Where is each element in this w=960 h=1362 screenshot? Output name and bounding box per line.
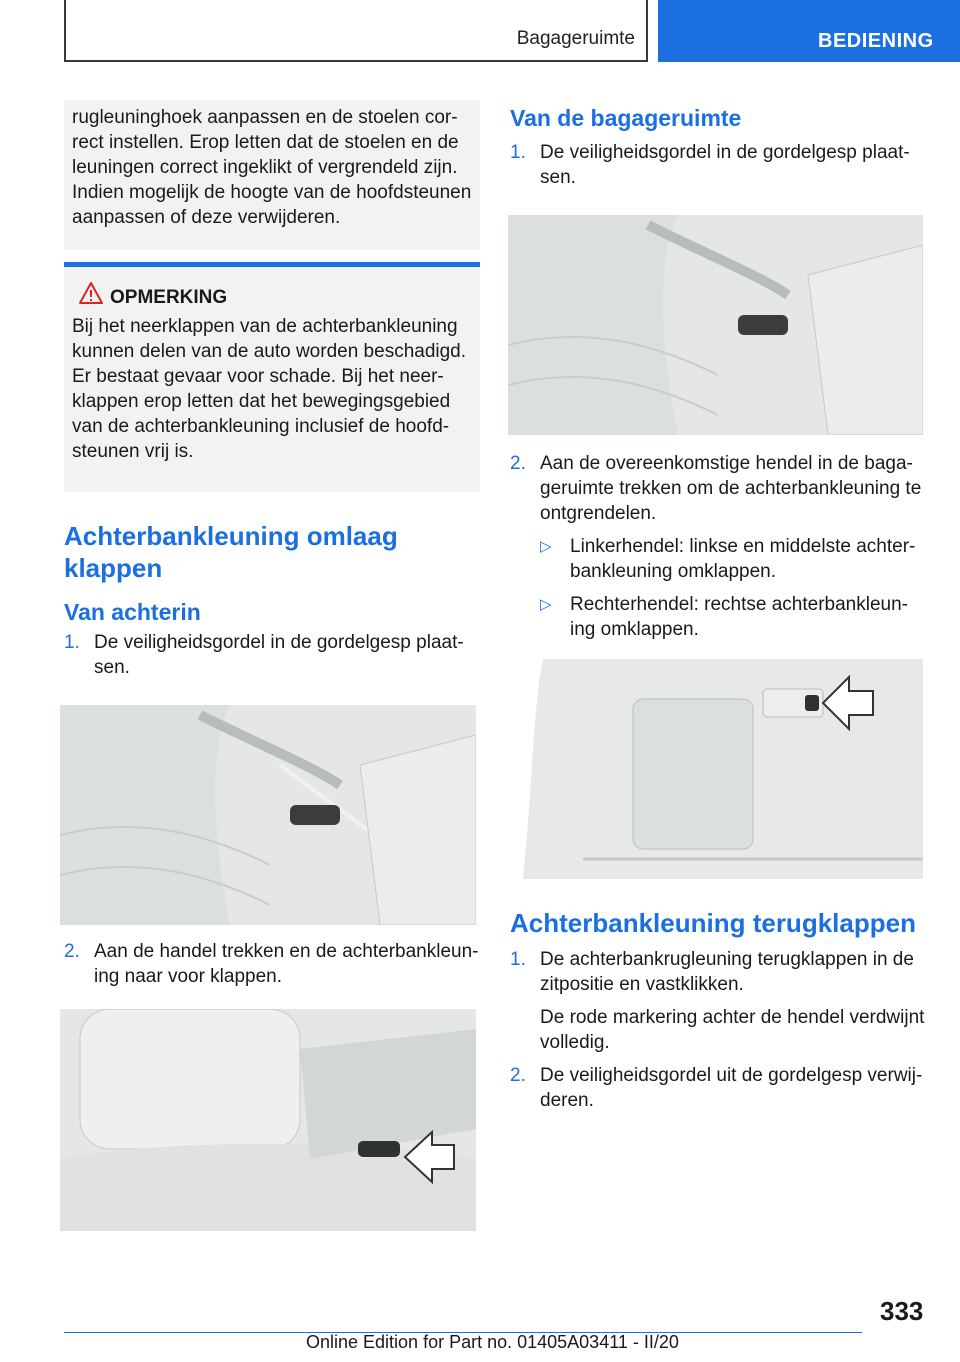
step-1 [64, 630, 480, 680]
step-number: 2. [510, 1065, 526, 1086]
triangle-bullet-icon: ▷ [540, 596, 552, 613]
step-1-extra [510, 1005, 928, 1055]
step-2 [510, 451, 928, 526]
continued-note-box [64, 100, 480, 250]
notice-title-label: OPMERKING [110, 287, 228, 308]
step-number: 2. [510, 453, 526, 474]
figure-release-handle-rear [60, 1009, 476, 1231]
continued-note-text: rugleuninghoek aanpassen en de stoelen cor-rect instellen. Erop letten dat de stoelen en de leuningen correct ingeklikt of vergrendeld zijn. Indien mogelijk de hoogte van de hoofdsteunen aanpassen of deze verwijderen. [72, 107, 472, 228]
right-column [510, 100, 928, 1113]
step-number: 1. [64, 632, 80, 653]
sub-item-left-handle [510, 534, 928, 584]
notice-box [64, 262, 480, 492]
sub-item-text: Linkerhendel: linkse en middelste achter-bankleuning omklappen. [570, 536, 916, 582]
step-number: 1. [510, 142, 526, 163]
left-column [64, 100, 480, 1231]
figure-seatbelt-buckle-trunk [508, 215, 923, 435]
warning-triangle-icon [78, 281, 104, 305]
page-number: 333 [880, 1296, 924, 1326]
step-2 [510, 1063, 928, 1113]
step-text: De veiligheidsgordel in de gordelgesp plaat-sen. [94, 632, 464, 678]
notice-body: Bij het neerklappen van de achterbankleuning kunnen delen van de auto worden beschadigd. Er bestaat gevaar voor schade. Bij het neer-klappen erop letten dat het bewegingsgebied van de achterbankleuning inclusief de hoofd-steunen vrij is. [72, 316, 467, 462]
step-text: Aan de overeenkomstige hendel in de baga-geruimte trekken om de achterbankleuning te ontgrendelen. [540, 453, 922, 524]
subheading-from-rear: Van achterin [64, 599, 201, 625]
step-1 [510, 140, 928, 190]
notice-title [72, 285, 472, 310]
footer-edition: Online Edition for Part no. 01405A03411 - II/20 [306, 1332, 679, 1352]
sub-item-right-handle [510, 592, 928, 642]
section-title: Bagageruimte [516, 28, 635, 49]
step-text: De achterbankrugleuning terugklappen in de zitpositie en vastklikken. [540, 949, 914, 995]
step-1 [510, 947, 928, 997]
step-extra-text: De rode markering achter de hendel verdwijnt volledig. [540, 1007, 925, 1053]
step-text: Aan de handel trekken en de achterbankleun-ing naar voor klappen. [94, 941, 479, 987]
heading-fold-back: Achterbankleuning terugklappen [510, 908, 916, 938]
step-text: De veiligheidsgordel uit de gordelgesp verwij-deren. [540, 1065, 923, 1111]
sub-item-text: Rechterhendel: rechtse achterbankleun-ing omklappen. [570, 594, 908, 640]
heading-fold-down: Achterbankleuning omlaag klappen [64, 521, 398, 583]
figure-seatbelt-buckle-rear [60, 705, 476, 925]
chapter-tab: BEDIENING [658, 0, 960, 62]
step-number: 1. [510, 949, 526, 970]
subheading-from-trunk: Van de bagageruimte [510, 105, 742, 131]
step-text: De veiligheidsgordel in de gordelgesp plaat-sen. [540, 142, 910, 188]
figure-trunk-handle [523, 659, 923, 879]
step-2 [64, 939, 480, 989]
step-number: 2. [64, 941, 80, 962]
triangle-bullet-icon: ▷ [540, 538, 552, 555]
